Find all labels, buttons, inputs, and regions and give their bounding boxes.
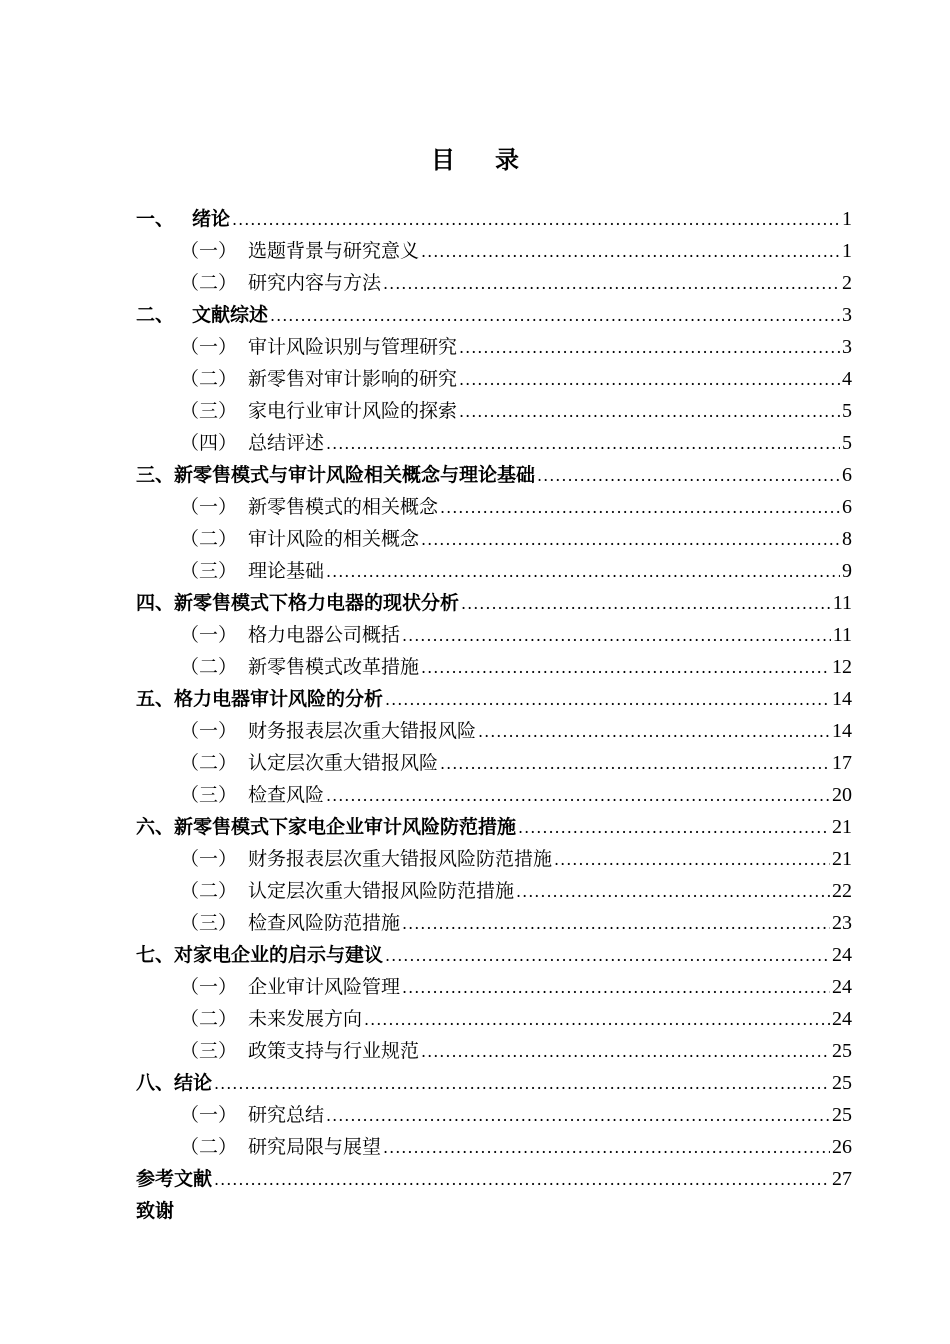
toc-dot-leader [518,812,830,844]
toc-dot-leader [402,908,830,940]
toc-dot-leader [554,844,830,876]
toc-entry-number: （三） [180,784,238,806]
toc-entry-label [136,1195,174,1227]
toc-section-entry[interactable] [136,235,852,267]
toc-page-number: 17 [832,752,852,774]
toc-entry-number: （四） [180,432,238,454]
toc-dot-leader [402,972,830,1004]
toc-section-entry[interactable] [136,1003,852,1035]
toc-entry-label [180,843,552,875]
toc-page-number: 24 [832,976,852,998]
toc-section-entry[interactable] [136,523,852,555]
toc-entry-label [180,715,476,747]
toc-page-number: 6 [842,496,852,518]
toc-entry-number: （二） [180,1008,238,1030]
toc-section-entry[interactable] [136,1035,852,1067]
toc-dot-leader [421,524,840,556]
toc-entry-text: 研究总结 [248,1104,325,1126]
toc-section-entry[interactable] [136,1131,852,1163]
toc-dot-leader [326,1100,830,1132]
toc-dot-leader [461,588,831,620]
toc-entry-number: （二） [180,752,238,774]
toc-entry-label [136,299,268,331]
toc-entry-label [180,1131,381,1163]
toc-entry-text: 检查风险 [248,784,325,806]
toc-chapter-entry[interactable] [136,811,852,843]
toc-entry-text: 文献综述 [192,304,269,326]
toc-entry-label [180,971,400,1003]
toc-dot-leader [516,876,830,908]
toc-page-number: 24 [832,1008,852,1030]
toc-entry-label [180,619,400,651]
toc-page-number: 22 [832,880,852,902]
toc-entry-number: （二） [180,880,238,902]
toc-entry-text: 认定层次重大错报风险防范措施 [248,880,515,902]
toc-entry-label [136,683,383,715]
toc-entry-number: 二、 [136,304,175,326]
toc-dot-leader [385,684,830,716]
toc-dot-leader [383,1132,830,1164]
toc-entry-label [180,747,438,779]
toc-entry-text: 致谢 [136,1200,175,1222]
toc-section-entry[interactable] [136,331,852,363]
toc-dot-leader [440,492,840,524]
toc-entry-number: （二） [180,1136,238,1158]
toc-page-number: 3 [842,336,852,358]
toc-dot-leader [402,620,831,652]
toc-entry-label [136,459,535,491]
toc-page-number: 25 [832,1104,852,1126]
toc-section-entry[interactable] [136,715,852,747]
toc-dot-leader [270,300,840,332]
toc-chapter-entry[interactable] [136,683,852,715]
toc-dot-leader [459,364,840,396]
toc-page-number: 6 [842,464,852,486]
toc-entry-number: （三） [180,1040,238,1062]
toc-page-number: 23 [832,912,852,934]
page-title: 目录 [431,146,559,174]
toc-entry-number: （一） [180,240,238,262]
toc-dot-leader [440,748,830,780]
toc-dot-leader [214,1068,830,1100]
toc-dot-leader [459,396,840,428]
toc-page-number: 3 [842,304,852,326]
toc-dot-leader [478,716,830,748]
toc-entry-number: （一） [180,720,238,742]
toc-page-number: 25 [832,1040,852,1062]
toc-entry-text: 家电行业审计风险的探索 [248,400,458,422]
toc-entry-number: （一） [180,848,238,870]
toc-dot-leader [383,268,840,300]
toc-page-number: 21 [832,816,852,838]
toc-entry-text: 新零售模式改革措施 [248,656,420,678]
toc-page-number: 5 [842,432,852,454]
toc-page-number: 14 [832,720,852,742]
toc-page-number: 5 [842,400,852,422]
toc-chapter-entry[interactable] [136,203,852,235]
toc-entry-text: 五、格力电器审计风险的分析 [136,688,384,710]
toc-entry-label [180,1003,362,1035]
toc-dot-leader [537,460,840,492]
toc-entry-label [180,1035,419,1067]
toc-page-number: 1 [842,240,852,262]
toc-entry-label [180,427,324,459]
toc-page-number: 21 [832,848,852,870]
toc-section-entry[interactable] [136,779,852,811]
toc-dot-leader [326,780,830,812]
toc-dot-leader [326,428,840,460]
toc-entry-text: 理论基础 [248,560,325,582]
toc-page-number: 12 [832,656,852,678]
toc-dot-leader [421,1036,830,1068]
toc-page-number: 11 [832,624,852,646]
toc-page-number: 24 [832,944,852,966]
toc-page-number: 4 [842,368,852,390]
toc-section-entry[interactable] [136,491,852,523]
toc-entry-text: 八、结论 [136,1072,213,1094]
toc-page-number: 8 [842,528,852,550]
toc-page-number: 2 [842,272,852,294]
toc-dot-leader [385,940,830,972]
toc-dot-leader [364,1004,830,1036]
toc-section-entry[interactable] [136,395,852,427]
toc-section-entry[interactable] [136,267,852,299]
toc-entry-text: 四、新零售模式下格力电器的现状分析 [136,592,460,614]
toc-entry-text: 总结评述 [248,432,325,454]
toc-entry-text: 三、新零售模式与审计风险相关概念与理论基础 [136,464,536,486]
toc-page-number: 11 [832,592,852,614]
toc-entry-label [136,811,516,843]
toc-section-entry[interactable] [136,555,852,587]
toc-entry-label [180,1099,324,1131]
toc-chapter-entry[interactable] [136,299,852,331]
toc-entry-label [180,651,419,683]
toc-section-entry[interactable] [136,875,852,907]
toc-dot-leader [232,204,840,236]
toc-section-entry[interactable] [136,971,852,1003]
toc-page-number: 9 [842,560,852,582]
toc-entry-text: 审计风险识别与管理研究 [248,336,458,358]
toc-entry-number: （一） [180,624,238,646]
toc-entry-label [180,779,324,811]
toc-entry-text: 财务报表层次重大错报风险 [248,720,477,742]
toc-entry-label [180,555,324,587]
toc-entry-text: 检查风险防范措施 [248,912,401,934]
toc-entry-number: （一） [180,496,238,518]
toc-entry-text: 格力电器公司概括 [248,624,401,646]
toc-chapter-entry[interactable] [136,587,852,619]
toc-page-number: 27 [832,1168,852,1190]
toc-entry-text: 新零售对审计影响的研究 [248,368,458,390]
toc-chapter-entry[interactable] [136,1163,852,1195]
toc-section-entry[interactable] [136,427,852,459]
toc-page-number: 25 [832,1072,852,1094]
toc-entry-label [180,907,400,939]
toc-section-entry[interactable] [136,651,852,683]
toc-entry-text: 政策支持与行业规范 [248,1040,420,1062]
toc-entry-text: 绪论 [192,208,231,230]
toc-entry-label [136,939,383,971]
toc-entry-number: 一、 [136,208,175,230]
toc-entry-label [136,587,459,619]
toc-entry-text: 未来发展方向 [248,1008,363,1030]
toc-entry-text: 研究局限与展望 [248,1136,382,1158]
toc-dot-leader [214,1164,830,1196]
toc-entry-label [136,203,230,235]
toc-entry-number: （二） [180,656,238,678]
toc-entry-number: （一） [180,976,238,998]
toc-entry-text: 六、新零售模式下家电企业审计风险防范措施 [136,816,517,838]
toc-section-entry[interactable] [136,363,852,395]
toc-chapter-entry[interactable] [136,1195,852,1227]
toc-dot-leader [421,652,830,684]
toc-entry-text: 参考文献 [136,1168,213,1190]
toc-chapter-entry[interactable] [136,939,852,971]
toc-dot-leader [421,236,840,268]
toc-entry-text: 七、对家电企业的启示与建议 [136,944,384,966]
table-of-contents [136,203,852,1227]
toc-entry-label [180,235,419,267]
toc-entry-number: （二） [180,272,238,294]
toc-entry-number: （二） [180,528,238,550]
toc-entry-number: （一） [180,336,238,358]
toc-entry-text: 认定层次重大错报风险 [248,752,439,774]
toc-page-number: 1 [842,208,852,230]
toc-entry-number: （一） [180,1104,238,1126]
toc-entry-text: 企业审计风险管理 [248,976,401,998]
toc-entry-label [136,1067,212,1099]
toc-dot-leader [459,332,840,364]
toc-entry-text: 新零售模式的相关概念 [248,496,439,518]
toc-entry-label [180,331,457,363]
toc-section-entry[interactable] [136,1099,852,1131]
toc-entry-text: 选题背景与研究意义 [248,240,420,262]
toc-entry-number: （三） [180,912,238,934]
toc-entry-number: （三） [180,400,238,422]
toc-entry-label [180,875,514,907]
toc-entry-text: 研究内容与方法 [248,272,382,294]
toc-entry-label [180,363,457,395]
toc-section-entry[interactable] [136,907,852,939]
toc-section-entry[interactable] [136,747,852,779]
toc-entry-label [180,523,419,555]
toc-chapter-entry[interactable] [136,459,852,491]
toc-page-number: 14 [832,688,852,710]
toc-page-number: 26 [832,1136,852,1158]
toc-entry-label [136,1163,212,1195]
toc-entry-number: （三） [180,560,238,582]
toc-chapter-entry[interactable] [136,1067,852,1099]
toc-entry-label [180,491,438,523]
toc-section-entry[interactable] [136,843,852,875]
toc-section-entry[interactable] [136,619,852,651]
toc-entry-text: 财务报表层次重大错报风险防范措施 [248,848,553,870]
toc-entry-text: 审计风险的相关概念 [248,528,420,550]
toc-dot-leader [326,556,840,588]
toc-entry-number: （二） [180,368,238,390]
toc-entry-label [180,395,457,427]
toc-page-number: 20 [832,784,852,806]
toc-entry-label [180,267,381,299]
